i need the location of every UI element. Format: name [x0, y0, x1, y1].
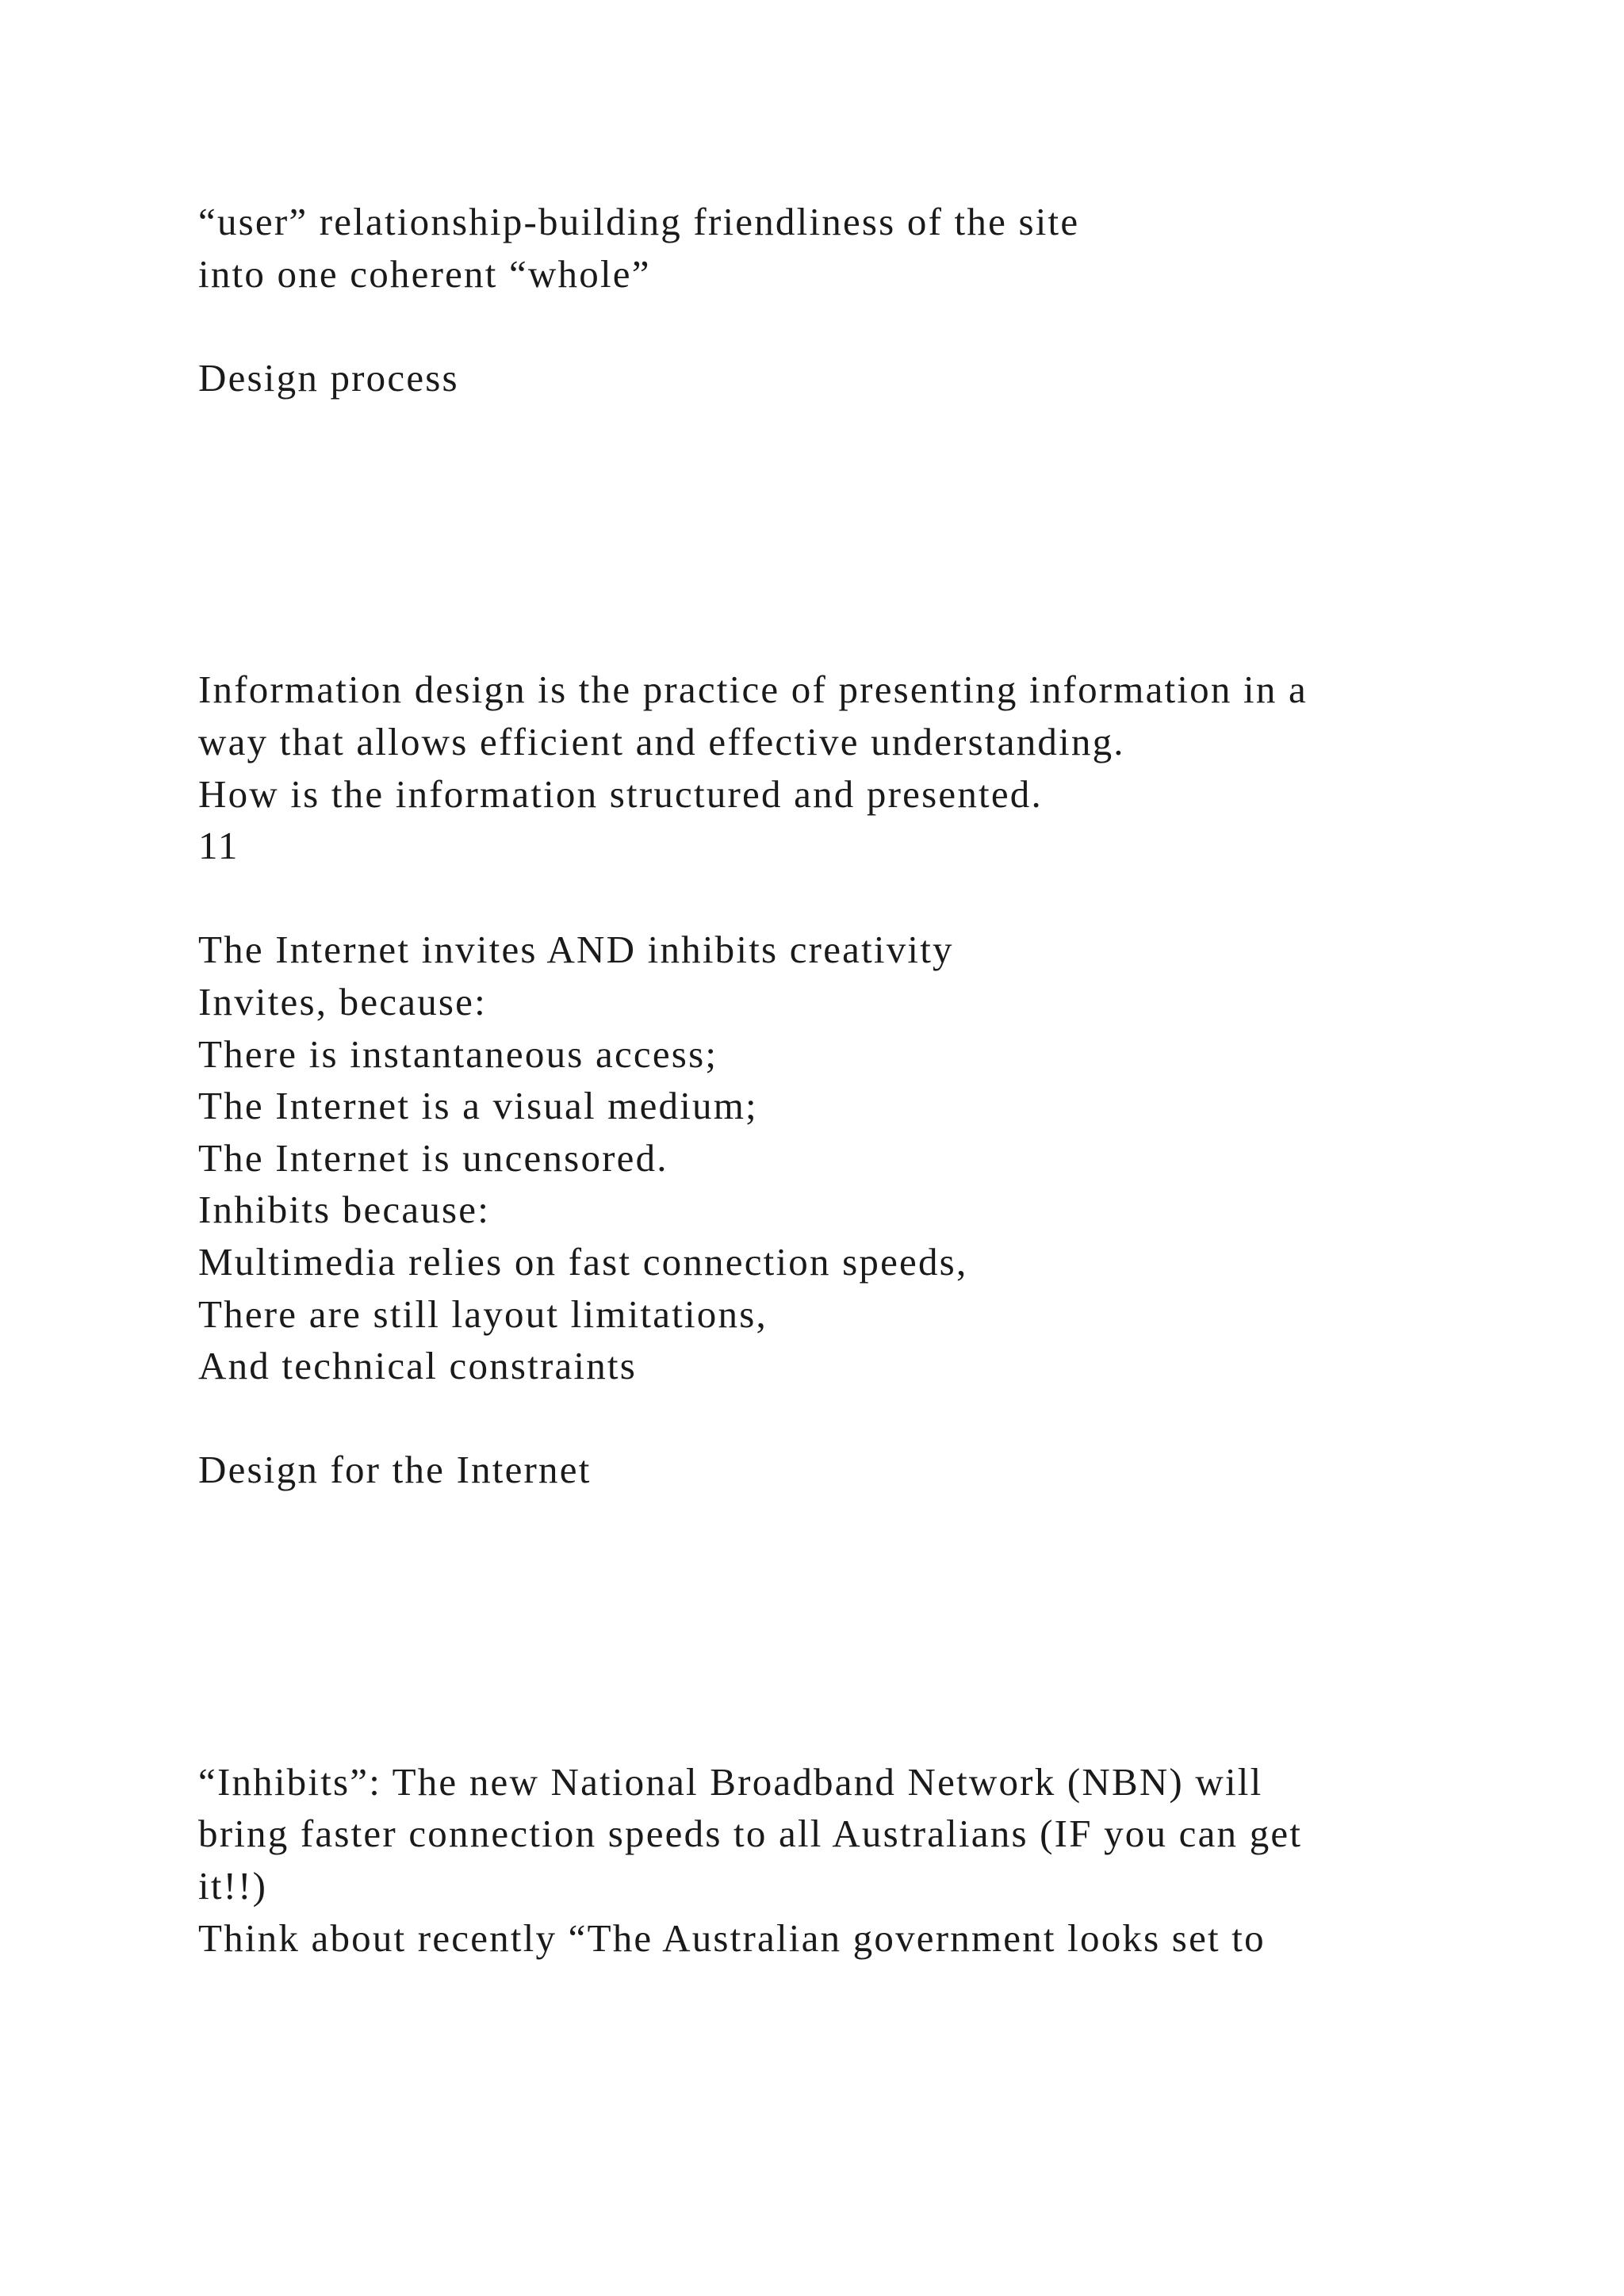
body-line: “user” relationship-building friendliness of the site	[198, 200, 1080, 243]
body-line: into one coherent “whole”	[198, 251, 651, 296]
blank-gap	[198, 1496, 1529, 1756]
blank-line	[198, 300, 1529, 352]
blank-gap	[198, 404, 1529, 664]
body-line: way that allows efficient and effective understanding.	[198, 719, 1125, 763]
body-line: Invites, because:	[198, 979, 487, 1024]
body-line: There is instantaneous access;	[198, 1031, 718, 1076]
body-line: “Inhibits”: The new National Broadband Network (NBN) will	[198, 1759, 1263, 1804]
blank-line	[198, 872, 1529, 924]
body-line: How is the information structured and presented.	[198, 771, 1043, 816]
body-line: The Internet is a visual medium;	[198, 1084, 758, 1128]
body-line: And technical constraints	[198, 1344, 638, 1388]
body-line: Multimedia relies on fast connection speeds,	[198, 1239, 968, 1284]
body-line: bring faster connection speeds to all Australians (IF you can get	[198, 1812, 1303, 1856]
body-line: There are still layout limitations,	[198, 1292, 768, 1336]
body-line: Inhibits because:	[198, 1188, 491, 1232]
body-line: Information design is the practice of presenting information in a	[198, 668, 1308, 712]
body-line: Think about recently “The Australian government looks set to	[198, 1915, 1266, 1960]
body-line: The Internet is uncensored.	[198, 1135, 668, 1180]
body-line: it!!)	[198, 1864, 268, 1908]
body-line: The Internet invites AND inhibits creativity	[198, 928, 954, 972]
section-label-design-for-internet: Design for the Internet	[198, 1448, 592, 1492]
blank-line	[198, 1392, 1529, 1445]
section-label-design-process: Design process	[198, 355, 459, 400]
document-body	[198, 196, 1529, 1964]
slide-number: 11	[198, 824, 239, 868]
